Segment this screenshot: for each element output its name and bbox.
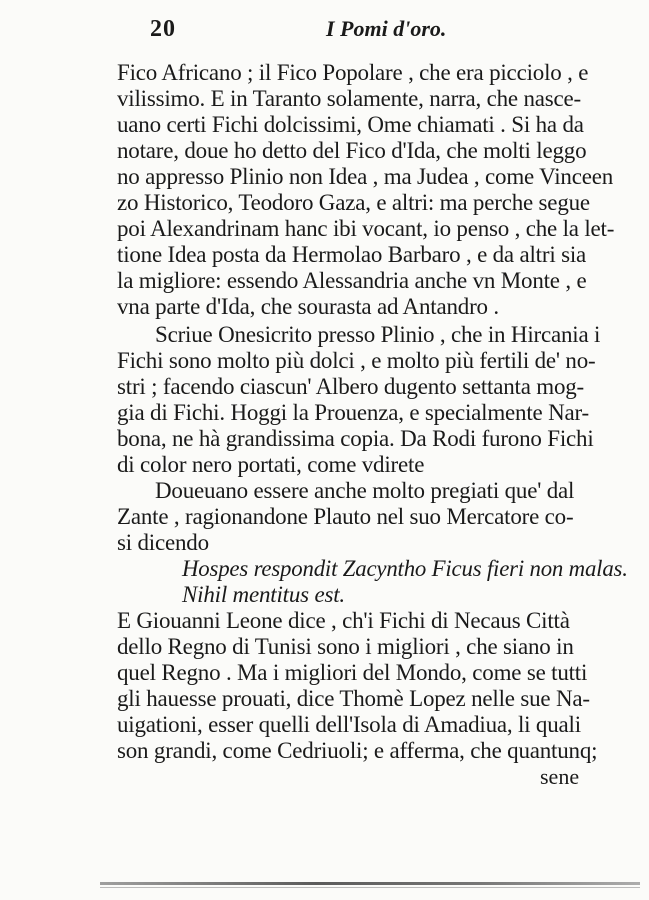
text-line: bona, ne hà grandissima copia. Da Rodi furono Fichi bbox=[117, 426, 594, 451]
page-edge-shadow bbox=[100, 882, 640, 885]
text-line: di color nero portati, come vdirete bbox=[117, 452, 425, 477]
text-line: notare, doue ho detto del Fico d'Ida, che molti leggo bbox=[117, 138, 587, 163]
text-line: poi Alexandrinam hanc ibi vocant, io penso , che la let- bbox=[117, 216, 615, 241]
page-edge-line bbox=[100, 887, 640, 888]
text-line: tione Idea posta da Hermolao Barbaro , e da altri sia bbox=[117, 242, 587, 267]
text-line: Doueuano essere anche molto pregiati que' dal bbox=[155, 478, 575, 503]
text-line: son grandi, come Cedriuoli; e afferma, che quantunq; bbox=[117, 738, 598, 763]
text-line: uano certi Fichi dolcissimi, Ome chiamati . Si ha da bbox=[117, 112, 584, 137]
text-line: Zante , ragionandone Plauto nel suo Mercatore co- bbox=[117, 504, 574, 529]
verse-line: Nihil mentitus est. bbox=[182, 582, 345, 607]
text-line: la migliore: essendo Alessandria anche vn Monte , e bbox=[117, 268, 587, 293]
text-line: Scriue Onesicrito presso Plinio , che in Hircania i bbox=[155, 322, 601, 347]
text-line: quel Regno . Ma i migliori del Mondo, come se tutti bbox=[117, 660, 588, 685]
text-line: vilissimo. E in Taranto solamente, narra, che nasce- bbox=[117, 86, 582, 111]
running-head: I Pomi d'oro. bbox=[326, 16, 447, 41]
text-line: gia di Fichi. Hoggi la Prouenza, e specialmente Nar- bbox=[117, 400, 589, 425]
text-line: uigationi, esser quelli dell'Isola di Amadiua, li quali bbox=[117, 712, 581, 737]
text-line: stri ; facendo ciascun' Albero dugento settanta mog- bbox=[117, 374, 585, 399]
text-line: E Giouanni Leone dice , ch'i Fichi di Necaus Città bbox=[117, 608, 570, 633]
text-line: Fichi sono molto più dolci , e molto più fertili de' no- bbox=[117, 348, 596, 373]
catchword: sene bbox=[540, 764, 580, 789]
text-line: dello Regno di Tunisi sono i migliori , che siano in bbox=[117, 634, 574, 659]
text-line: gli hauesse prouati, dice Thomè Lopez nelle sue Na- bbox=[117, 686, 590, 711]
text-line: si dicendo bbox=[117, 530, 209, 555]
text-line: zo Historico, Teodoro Gaza, e altri: ma perche segue bbox=[117, 190, 590, 215]
text-line: no appresso Plinio non Idea , ma Judea , come Vinceen bbox=[117, 164, 614, 189]
text-line: Fico Africano ; il Fico Popolare , che era picciolo , e bbox=[117, 60, 589, 85]
page-number: 20 bbox=[150, 16, 176, 42]
text-line: vna parte d'Ida, che sourasta ad Antandro . bbox=[117, 294, 499, 319]
verse-line: Hospes respondit Zacyntho Ficus fieri non malas. bbox=[182, 556, 628, 581]
